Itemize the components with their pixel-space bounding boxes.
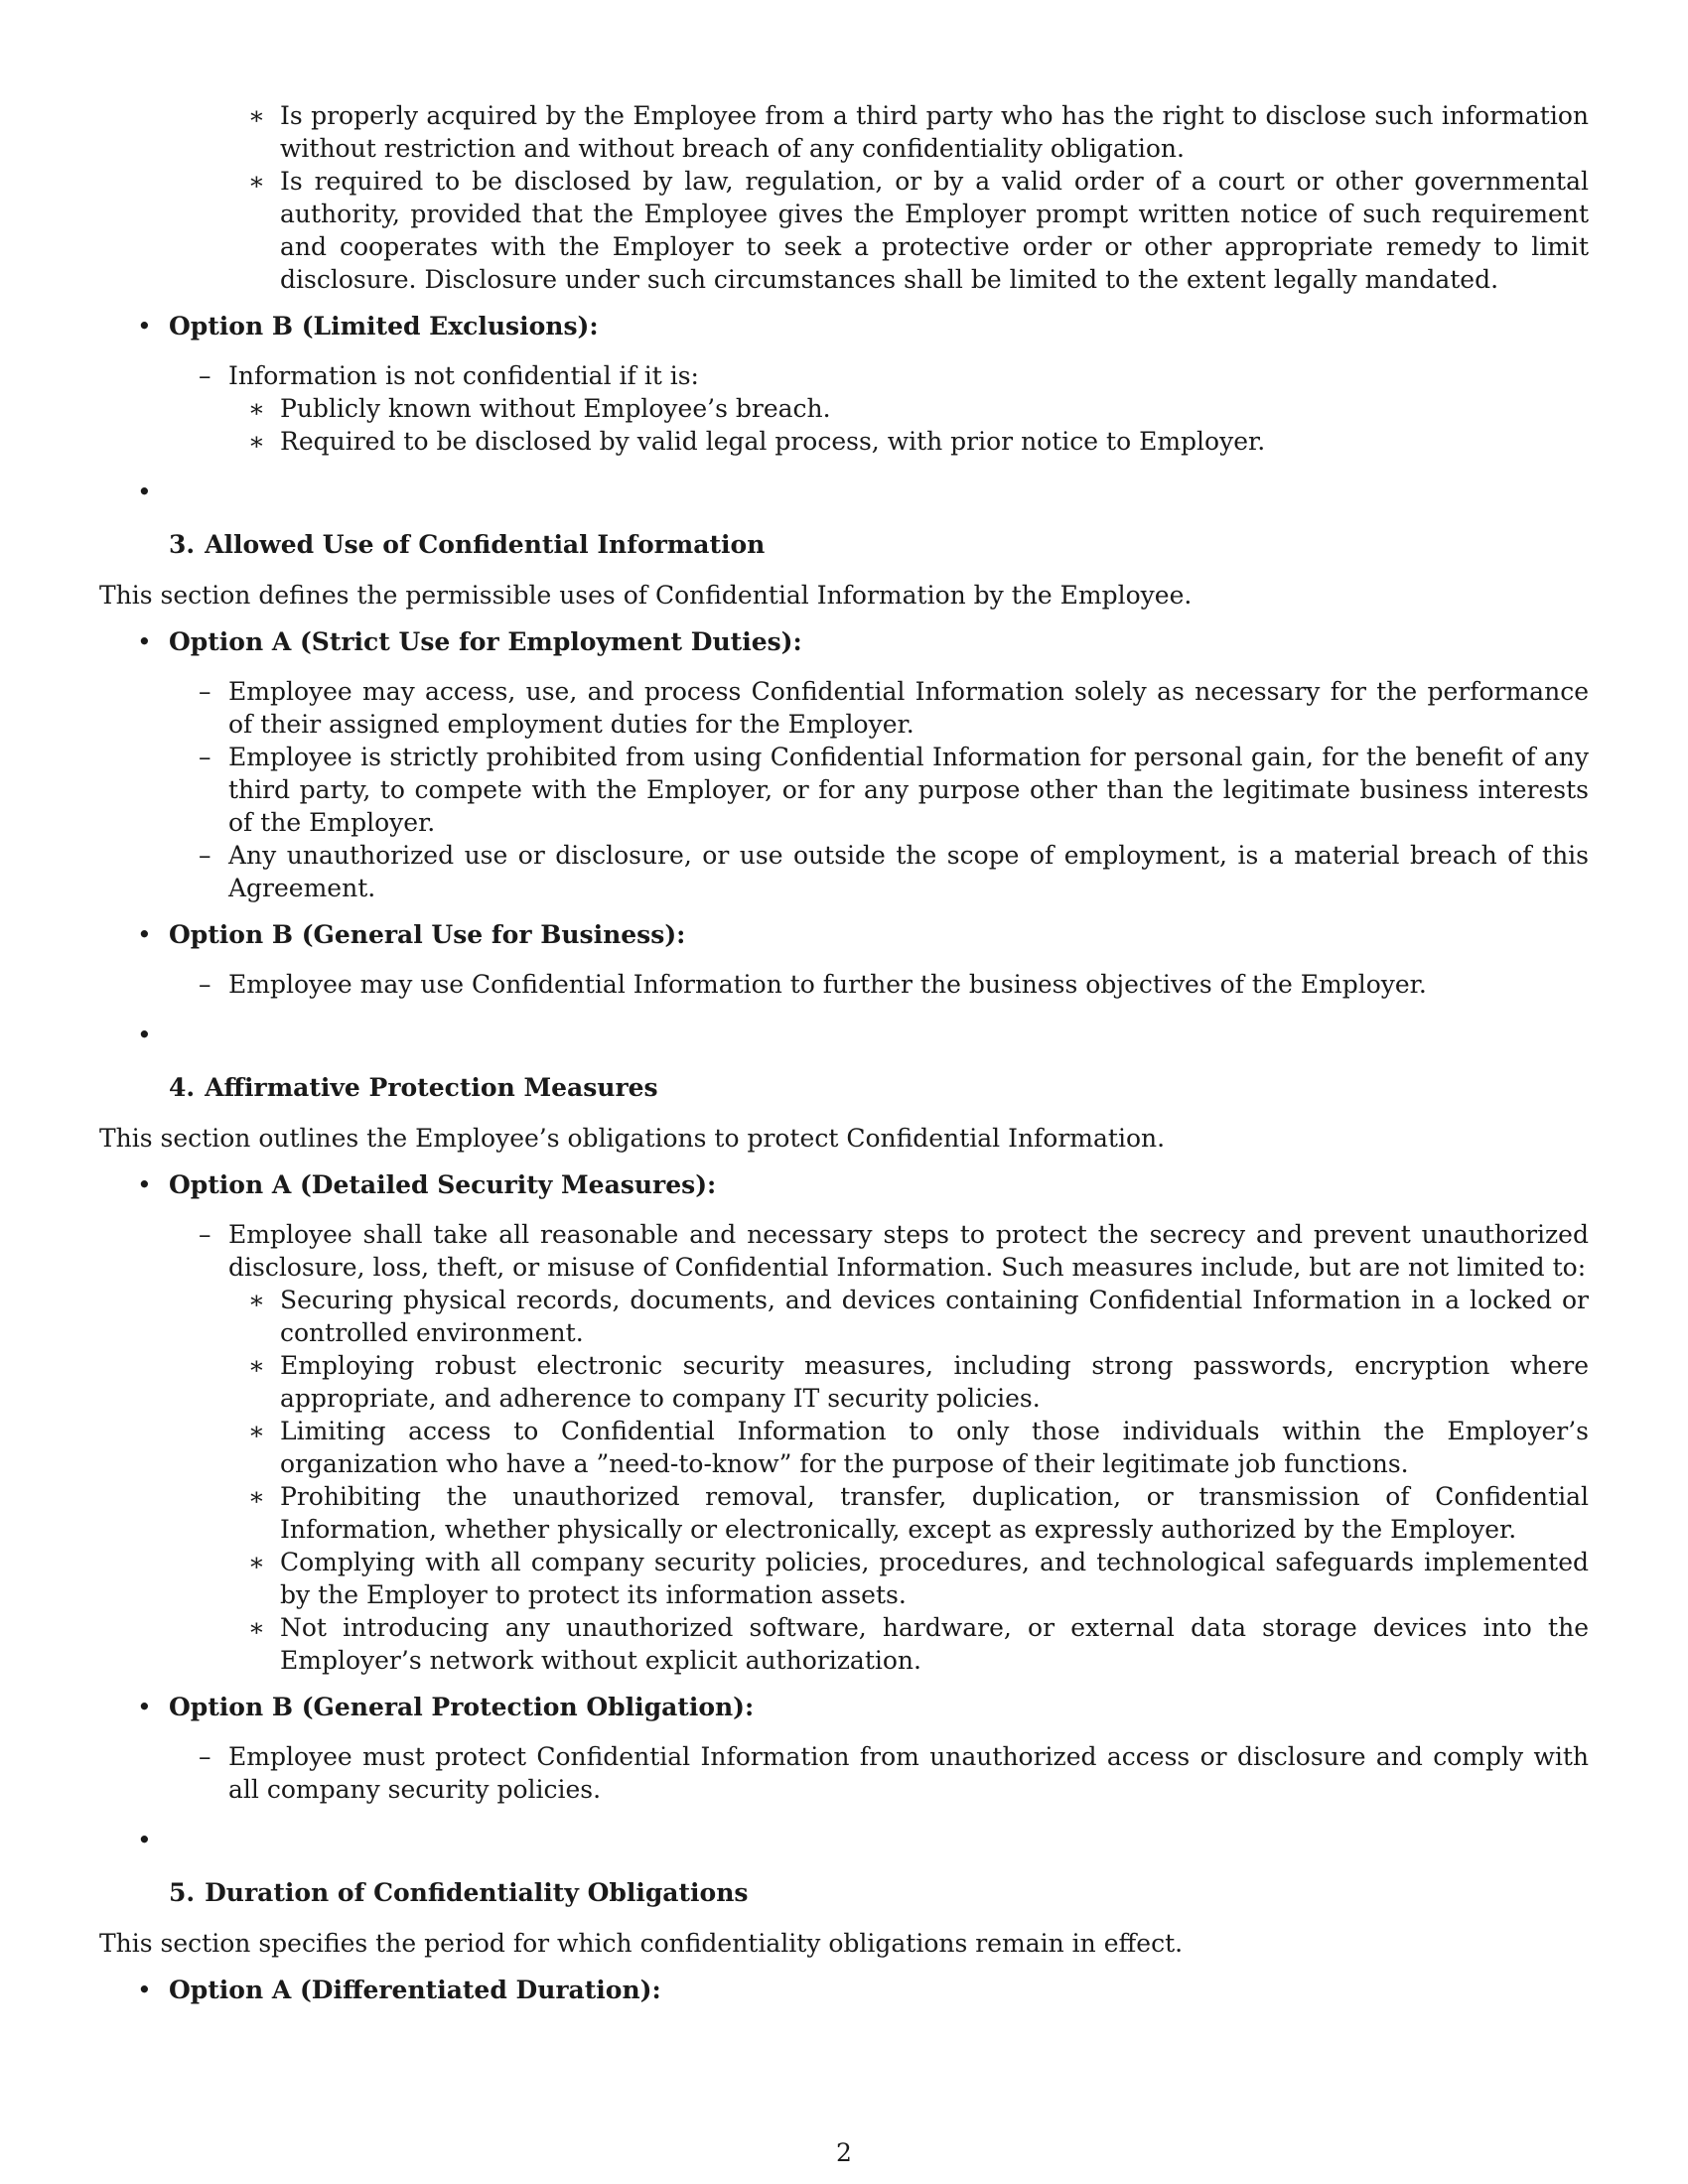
section-5-intro: This section specifies the period for which confidentiality obligations remain in effect. (99, 1929, 1184, 1958)
option-item: – Employee may access, use, and process Confidential Information solely as necessary for the performance of their assigned employment duties for the Employer. (199, 677, 1589, 739)
star-marker: ∗ (248, 427, 265, 456)
exclusion-item: ∗ Is properly acquired by the Employee from a third party who has the right to disclose such information without restriction and without breach of any confidentiality obligation. (248, 101, 1589, 163)
section-3-heading: 3. Allowed Use of Confidential Information (169, 530, 766, 559)
measure-item: ∗ Limiting access to Confidential Information to only those individuals within the Employer’s organization who have a ”need-to-know” for the purpose of their legitimate job functions. (248, 1417, 1589, 1478)
empty-bullet (99, 476, 1589, 508)
option-item: – Employee must protect Confidential Information from unauthorized access or disclosure and comply with all company security policies. (199, 1742, 1589, 1804)
dash-marker: – (199, 970, 211, 999)
section-4-heading: 4. Affirmative Protection Measures (169, 1073, 658, 1102)
dash-marker: – (199, 841, 211, 870)
star-marker: ∗ (248, 1351, 265, 1380)
document-page (99, 99, 1589, 2006)
measure-item: ∗ Securing physical records, documents, and devices containing Confidential Information in a locked or controlled environment. (248, 1286, 1589, 1347)
dash-marker: – (199, 1220, 211, 1249)
star-marker: ∗ (248, 1286, 265, 1314)
star-marker: ∗ (248, 1482, 265, 1511)
bullet-marker: • (137, 627, 152, 656)
page-number: 2 (836, 2138, 852, 2167)
measure-item: ∗ Prohibiting the unauthorized removal, transfer, duplication, or transmission of Confidential Information, whether physically or electronically, except as expressly authorized by the Employer. (248, 1482, 1589, 1544)
bullet-marker: • (137, 478, 152, 506)
option-b-limited-exclusions: • Option B (Limited Exclusions): (137, 312, 599, 341)
bullet-marker: • (137, 1826, 152, 1854)
bullet-marker: • (137, 920, 152, 949)
star-marker: ∗ (248, 101, 265, 130)
star-marker: ∗ (248, 167, 265, 196)
option-b-general-protection: • Option B (General Protection Obligation): (137, 1693, 755, 1721)
section-4-intro: This section outlines the Employee’s obligations to protect Confidential Information. (99, 1124, 1166, 1153)
empty-bullet (99, 1019, 1589, 1051)
bullet-marker: • (137, 312, 152, 341)
option-item: – Information is not confidential if it is: (199, 361, 699, 390)
option-a-differentiated-duration: • Option A (Differentiated Duration): (137, 1976, 661, 2004)
option-b-general-use: • Option B (General Use for Business): (137, 920, 686, 949)
option-item: – Employee shall take all reasonable and necessary steps to protect the secrecy and prevent unauthorized disclosure, loss, theft, or misuse of Confidential Information. Such measures include, but are not limited to: (199, 1220, 1589, 1282)
section-5-heading: 5. Duration of Confidentiality Obligations (169, 1878, 749, 1907)
measure-item: ∗ Not introducing any unauthorized software, hardware, or external data storage devices into the Employer’s network without explicit authorization. (248, 1613, 1589, 1675)
option-a-strict-use: • Option A (Strict Use for Employment Duties): (137, 627, 802, 656)
exclusion-item: ∗ Required to be disclosed by valid legal process, with prior notice to Employer. (248, 427, 1266, 456)
bullet-marker: • (137, 1021, 152, 1049)
exclusion-item: ∗ Publicly known without Employee’s breach. (248, 394, 831, 423)
star-marker: ∗ (248, 394, 265, 423)
measure-item: ∗ Employing robust electronic security measures, including strong passwords, encryption where appropriate, and adherence to company IT security policies. (248, 1351, 1589, 1413)
star-marker: ∗ (248, 1548, 265, 1576)
bullet-marker: • (137, 1693, 152, 1721)
star-marker: ∗ (248, 1613, 265, 1642)
measure-item: ∗ Complying with all company security policies, procedures, and technological safeguards implemented by the Employer to protect its information assets. (248, 1548, 1589, 1609)
dash-marker: – (199, 743, 211, 771)
exclusion-item: ∗ Is required to be disclosed by law, regulation, or by a valid order of a court or other governmental authority, provided that the Employee gives the Employer prompt written notice of such requirement and cooperates with the Employer to seek a protective order or other appropriate remedy to limit disclosure. Disclosure under such circumstances shall be limited to the extent legally mandated. (248, 167, 1589, 294)
bullet-marker: • (137, 1170, 152, 1199)
option-item: – Any unauthorized use or disclosure, or use outside the scope of employment, is a material breach of this Agreement. (199, 841, 1589, 902)
option-a-detailed-security: • Option A (Detailed Security Measures): (137, 1170, 717, 1199)
dash-marker: – (199, 361, 211, 390)
dash-marker: – (199, 677, 211, 706)
bullet-marker: • (137, 1976, 152, 2004)
star-marker: ∗ (248, 1417, 265, 1445)
dash-marker: – (199, 1742, 211, 1771)
option-item: – Employee is strictly prohibited from using Confidential Information for personal gain, for the benefit of any third party, to compete with the Employer, or for any purpose other than the legitimate business interests of the Employer. (199, 743, 1589, 837)
section-3-intro: This section defines the permissible uses of Confidential Information by the Employee. (99, 581, 1193, 610)
empty-bullet (99, 1824, 1589, 1856)
option-item: – Employee may use Confidential Information to further the business objectives of the Employer. (199, 970, 1427, 999)
